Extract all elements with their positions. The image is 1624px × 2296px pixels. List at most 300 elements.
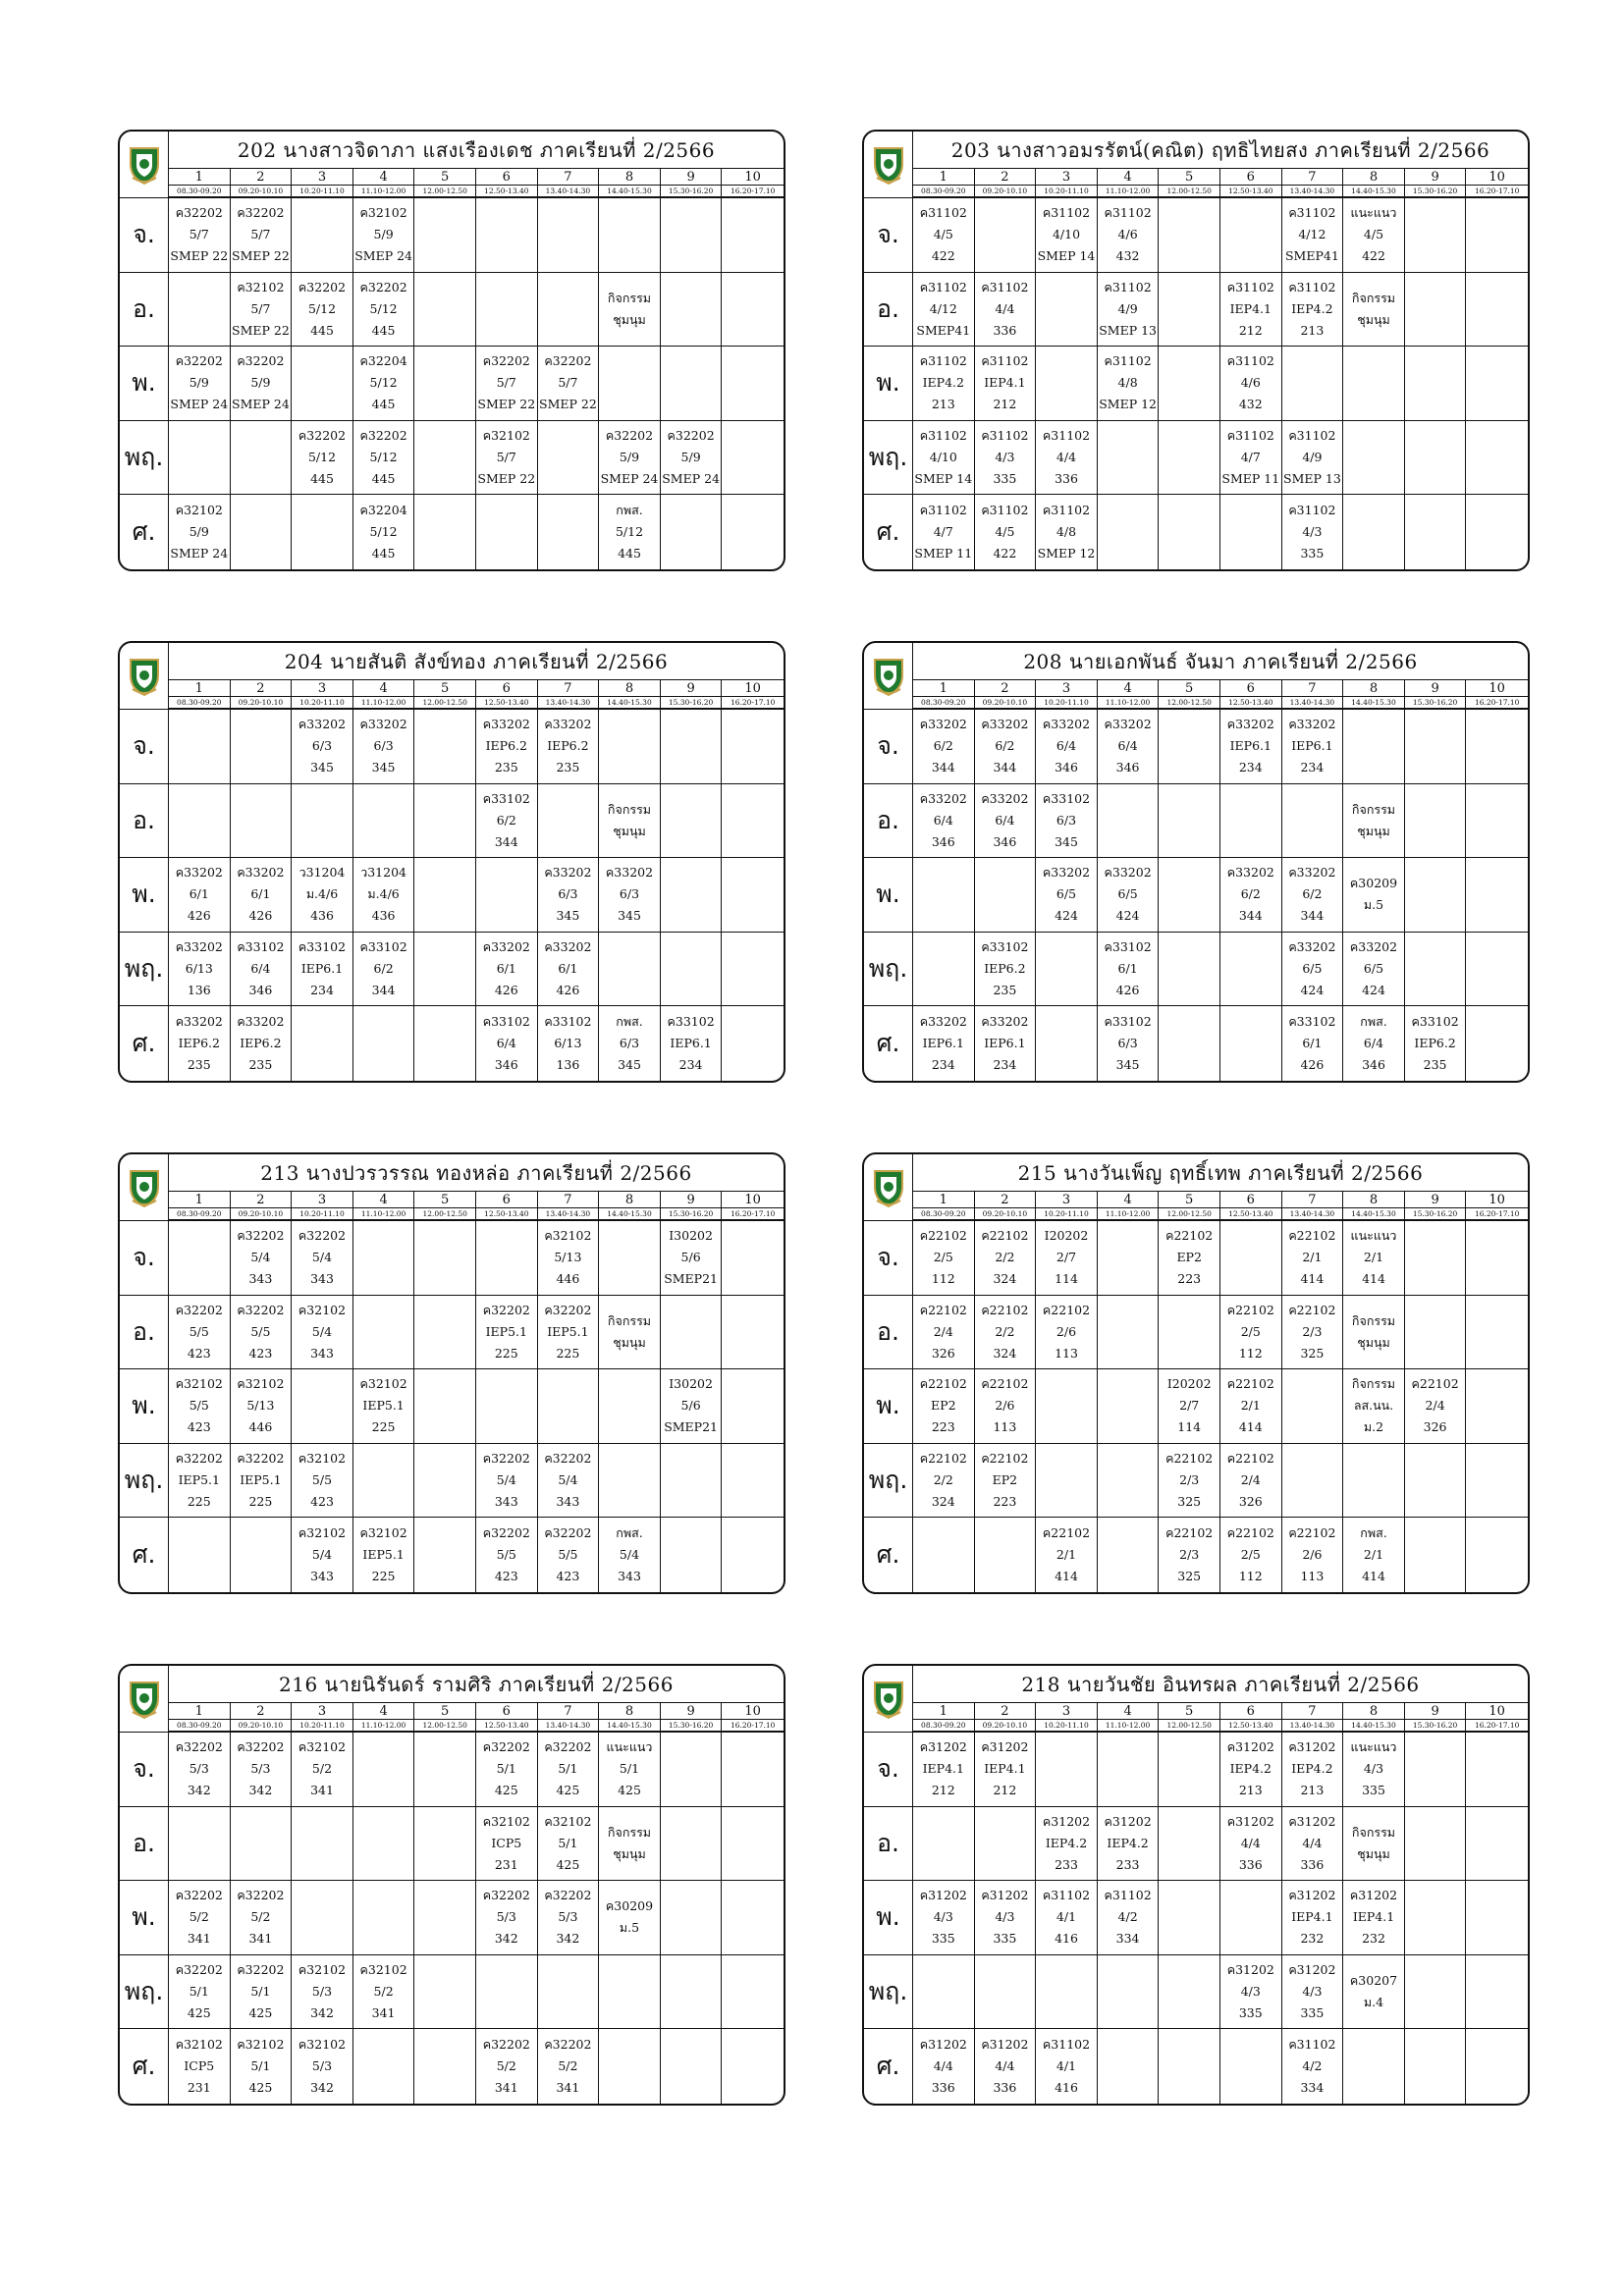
schedule-cell — [476, 421, 538, 496]
cell-line: กิจกรรม — [607, 801, 652, 817]
schedule-cell — [231, 347, 293, 421]
cell-line: ค31102 — [1288, 205, 1336, 221]
period-time: 15.30-16.20 — [1405, 1208, 1467, 1221]
schedule-cell — [1343, 495, 1405, 569]
period-number: 2 — [975, 1192, 1037, 1208]
period-time: 08.30-09.20 — [913, 186, 975, 198]
schedule-cell — [292, 1369, 353, 1444]
cell-line: ค33202 — [1104, 865, 1152, 881]
cell-line: ค22102 — [1288, 1228, 1336, 1244]
cell-line: ค32202 — [175, 205, 223, 221]
schedule-cell — [476, 1296, 538, 1370]
cell-line: 4/4 — [995, 2058, 1015, 2074]
cell-line: ค31102 — [1288, 428, 1336, 444]
cell-line: ค31102 — [919, 428, 967, 444]
schedule-cell — [1036, 1955, 1098, 2030]
schedule-cell — [1282, 1955, 1344, 2030]
cell-line: ค32202 — [298, 1228, 347, 1244]
schedule-cell — [1343, 1955, 1405, 2030]
period-number: 3 — [1036, 680, 1098, 697]
schedule-cell — [169, 273, 231, 347]
schedule-cell — [231, 1807, 293, 1882]
cell-line: 225 — [556, 1345, 580, 1361]
schedule-cell — [1466, 858, 1528, 933]
cell-line: 234 — [678, 1057, 703, 1073]
cell-line: ค31202 — [919, 1739, 967, 1755]
schedule-cell — [975, 421, 1037, 496]
period-number: 3 — [1036, 1192, 1098, 1208]
cell-line: 6/2 — [1302, 886, 1323, 902]
schedule-cell — [231, 1006, 293, 1081]
cell-line: 336 — [993, 322, 1017, 338]
cell-line: ค31102 — [919, 279, 967, 294]
cell-line: IEP6.2 — [178, 1036, 220, 1051]
cell-line: SMEP 11 — [914, 546, 973, 561]
day-label: จ. — [864, 710, 913, 784]
schedule-cell — [1466, 1221, 1528, 1296]
day-label: จ. — [864, 1221, 913, 1296]
cell-line: ชุมนุม — [613, 311, 646, 327]
cell-line: ค33202 — [981, 790, 1029, 806]
schedule-cell — [1159, 1369, 1220, 1444]
cell-line: 425 — [556, 1856, 580, 1872]
schedule-cell — [722, 710, 784, 784]
cell-line: 342 — [310, 2005, 334, 2021]
cell-line: ค32202 — [298, 279, 347, 294]
cell-line: ชุมนุม — [613, 1334, 646, 1350]
cell-line: 446 — [556, 1271, 580, 1287]
schedule-cell — [538, 1518, 600, 1592]
cell-line: 423 — [187, 1419, 211, 1435]
schedule-cell — [1343, 710, 1405, 784]
timetable-grid — [120, 1154, 784, 1592]
schedule-cell — [353, 1733, 415, 1807]
cell-line: 5/13 — [246, 1398, 275, 1414]
cell-line: 341 — [494, 2080, 518, 2096]
cell-line: 5/9 — [189, 375, 209, 391]
schedule-cell — [538, 1444, 600, 1519]
cell-line: ค31202 — [919, 2037, 967, 2053]
cell-line: 5/1 — [496, 1761, 516, 1777]
cell-line: 4/10 — [929, 450, 957, 465]
cell-line: ค31102 — [919, 205, 967, 221]
school-crest-icon — [127, 1167, 162, 1208]
period-time: 10.20-11.10 — [1036, 186, 1098, 198]
cell-line: 344 — [931, 760, 955, 775]
schedule-cell — [1405, 710, 1467, 784]
cell-line: 4/9 — [1117, 300, 1138, 316]
schedule-cell — [476, 347, 538, 421]
schedule-cell — [913, 1807, 975, 1882]
schedule-cell — [913, 784, 975, 859]
period-time: 13.40-14.30 — [1282, 697, 1344, 710]
schedule-cell — [1159, 1881, 1220, 1955]
cell-line: 213 — [1238, 1783, 1263, 1798]
period-time: 16.20-17.10 — [722, 697, 784, 710]
cell-line: ค31202 — [1288, 1739, 1336, 1755]
cell-line: ค33102 — [1104, 939, 1152, 955]
cell-line: 445 — [371, 546, 396, 561]
schedule-cell — [353, 2029, 415, 2104]
schedule-cell — [1343, 1369, 1405, 1444]
cell-line: ค32102 — [298, 1962, 347, 1978]
cell-line: 235 — [494, 760, 518, 775]
schedule-cell — [599, 1296, 661, 1370]
period-time: 14.40-15.30 — [1343, 697, 1405, 710]
cell-line: 326 — [1423, 1419, 1447, 1435]
cell-line: 344 — [993, 760, 1017, 775]
cell-line: 2/2 — [995, 1250, 1015, 1265]
cell-line: 425 — [494, 1783, 518, 1798]
period-number: 4 — [1098, 680, 1160, 697]
schedule-cell — [599, 1006, 661, 1081]
cell-line: 2/1 — [1240, 1398, 1261, 1414]
cell-line: ค30209 — [605, 1898, 654, 1914]
day-label: จ. — [120, 1733, 169, 1807]
day-label: จ. — [864, 1733, 913, 1807]
cell-line: ค33102 — [237, 939, 285, 955]
schedule-cell — [1405, 1807, 1467, 1882]
cell-line: SMEP 24 — [170, 546, 229, 561]
schedule-cell — [1466, 1955, 1528, 2030]
schedule-cell — [292, 273, 353, 347]
schedule-cell — [1159, 1733, 1220, 1807]
cell-line: 335 — [931, 1931, 955, 1947]
cell-line: ค32102 — [237, 2037, 285, 2053]
cell-line: 414 — [1300, 1271, 1325, 1287]
cell-line: 446 — [248, 1419, 273, 1435]
period-time: 10.20-11.10 — [1036, 1208, 1098, 1221]
schedule-cell — [661, 1733, 723, 1807]
cell-line: SMEP 22 — [539, 397, 597, 412]
cell-line: 5/9 — [680, 450, 701, 465]
schedule-cell — [1036, 1296, 1098, 1370]
cell-line: 426 — [1115, 983, 1140, 998]
cell-line: 232 — [1300, 1931, 1325, 1947]
schedule-cell — [169, 1006, 231, 1081]
cell-line: 343 — [556, 1494, 580, 1510]
schedule-cell — [913, 1733, 975, 1807]
timetable-title: 208 นายเอกพันธ์ จันมา ภาคเรียนที่ 2/2566 — [913, 643, 1528, 680]
cell-line: ค22102 — [1226, 1302, 1274, 1317]
schedule-cell — [476, 1369, 538, 1444]
cell-line: SMEP 14 — [914, 471, 973, 487]
cell-line: ค32102 — [544, 1813, 592, 1829]
schedule-cell — [1282, 710, 1344, 784]
schedule-cell — [353, 1006, 415, 1081]
school-crest-icon — [871, 1679, 906, 1720]
schedule-cell — [599, 710, 661, 784]
cell-line: 6/4 — [496, 1036, 516, 1051]
schedule-cell — [1343, 1221, 1405, 1296]
schedule-cell — [1036, 1369, 1098, 1444]
period-time: 12.50-13.40 — [476, 1720, 538, 1733]
schedule-cell — [169, 1444, 231, 1519]
cell-line: ค33102 — [1288, 1014, 1336, 1030]
period-time: 08.30-09.20 — [169, 1720, 231, 1733]
schedule-cell — [1159, 933, 1220, 1007]
timetable-title: 218 นายวันชัย อินทรผล ภาคเรียนที่ 2/2566 — [913, 1666, 1528, 1703]
schedule-cell — [913, 421, 975, 496]
schedule-cell — [292, 1296, 353, 1370]
schedule-cell — [476, 1221, 538, 1296]
schedule-cell — [722, 495, 784, 569]
cell-line: 5/7 — [250, 227, 271, 242]
cell-line: ค31102 — [1104, 353, 1152, 369]
schedule-cell — [722, 273, 784, 347]
period-time: 14.40-15.30 — [599, 186, 661, 198]
schedule-cell — [353, 784, 415, 859]
schedule-cell — [1098, 784, 1160, 859]
period-time: 09.20-10.10 — [975, 186, 1037, 198]
cell-line: ค33202 — [1042, 717, 1091, 732]
cell-line: 4/12 — [1298, 227, 1326, 242]
cell-line: 112 — [1238, 1569, 1263, 1584]
school-logo — [864, 1154, 913, 1221]
cell-line: 5/3 — [496, 1909, 516, 1925]
cell-line: ชุมนุม — [613, 823, 646, 838]
schedule-cell — [975, 495, 1037, 569]
schedule-cell — [1343, 1881, 1405, 1955]
schedule-cell — [1098, 273, 1160, 347]
period-time: 12.00-12.50 — [1159, 1720, 1220, 1733]
cell-line: 2/1 — [1302, 1250, 1323, 1265]
cell-line: 4/8 — [1056, 524, 1077, 540]
cell-line: ค32202 — [482, 1302, 530, 1317]
schedule-cell — [1220, 933, 1282, 1007]
cell-line: ค32204 — [359, 503, 407, 518]
schedule-cell — [1343, 421, 1405, 496]
schedule-cell — [414, 1881, 476, 1955]
schedule-cell — [913, 273, 975, 347]
cell-line: 4/5 — [1363, 227, 1384, 242]
schedule-cell — [538, 495, 600, 569]
schedule-cell — [1282, 784, 1344, 859]
cell-line: SMEP41 — [916, 322, 971, 338]
day-label: อ. — [120, 1807, 169, 1882]
period-number: 10 — [1466, 680, 1528, 697]
cell-line: ค33202 — [1226, 865, 1274, 881]
schedule-cell — [913, 1955, 975, 2030]
cell-line: 212 — [993, 1783, 1017, 1798]
cell-line: ค31202 — [1104, 1813, 1152, 1829]
cell-line: 324 — [993, 1345, 1017, 1361]
schedule-cell — [1405, 1006, 1467, 1081]
cell-line: EP2 — [992, 1472, 1018, 1488]
cell-line: ค32102 — [359, 1525, 407, 1541]
period-number: 10 — [1466, 169, 1528, 186]
cell-line: 335 — [993, 1931, 1017, 1947]
teacher-timetable — [118, 1664, 785, 2106]
schedule-cell — [1159, 347, 1220, 421]
schedule-cell — [292, 1444, 353, 1519]
cell-line: ICP5 — [184, 2058, 215, 2074]
schedule-cell — [292, 1733, 353, 1807]
period-number: 9 — [661, 1703, 723, 1720]
schedule-cell — [975, 1006, 1037, 1081]
cell-line: 212 — [993, 397, 1017, 412]
cell-line: 4/5 — [933, 227, 953, 242]
schedule-cell — [476, 710, 538, 784]
period-time: 16.20-17.10 — [722, 1720, 784, 1733]
cell-line: 4/1 — [1056, 2058, 1077, 2074]
period-time: 08.30-09.20 — [169, 697, 231, 710]
schedule-cell — [231, 1518, 293, 1592]
schedule-cell — [975, 2029, 1037, 2104]
cell-line: 346 — [931, 833, 955, 849]
schedule-cell — [414, 2029, 476, 2104]
cell-line: 4/8 — [1117, 375, 1138, 391]
schedule-cell — [599, 421, 661, 496]
cell-line: 6/4 — [1363, 1036, 1384, 1051]
cell-line: 416 — [1055, 1931, 1078, 1947]
schedule-cell — [1466, 1006, 1528, 1081]
cell-line: 425 — [248, 2005, 273, 2021]
cell-line: ค22102 — [919, 1228, 967, 1244]
schedule-cell — [1405, 495, 1467, 569]
period-time: 12.50-13.40 — [1220, 186, 1282, 198]
cell-line: ม.5 — [1363, 897, 1384, 913]
schedule-cell — [913, 495, 975, 569]
schedule-cell — [1282, 858, 1344, 933]
cell-line: IEP6.1 — [670, 1036, 712, 1051]
period-time: 09.20-10.10 — [231, 1208, 293, 1221]
cell-line: 4/7 — [1240, 450, 1261, 465]
cell-line: ค32202 — [175, 1302, 223, 1317]
cell-line: 436 — [310, 908, 334, 924]
timetable-grid — [864, 643, 1528, 1081]
cell-line: 5/4 — [311, 1323, 333, 1339]
schedule-cell — [1405, 198, 1467, 273]
cell-line: IEP5.1 — [362, 1398, 405, 1414]
teacher-timetable — [118, 130, 785, 571]
cell-line: 424 — [1300, 983, 1325, 998]
cell-line: 5/5 — [189, 1398, 209, 1414]
schedule-cell — [414, 1296, 476, 1370]
schedule-cell — [1405, 1221, 1467, 1296]
cell-line: 225 — [248, 1494, 273, 1510]
cell-line: 445 — [310, 471, 334, 487]
cell-line: ค22102 — [1165, 1451, 1214, 1467]
schedule-cell — [1282, 1733, 1344, 1807]
schedule-cell — [913, 1518, 975, 1592]
schedule-cell — [353, 198, 415, 273]
cell-line: 112 — [931, 1271, 955, 1287]
schedule-cell — [538, 1881, 600, 1955]
cell-line: ค22102 — [1165, 1228, 1214, 1244]
schedule-cell — [599, 933, 661, 1007]
day-label: จ. — [120, 710, 169, 784]
period-time: 10.20-11.10 — [292, 186, 353, 198]
schedule-cell — [1282, 1881, 1344, 1955]
cell-line: 6/3 — [1117, 1036, 1138, 1051]
cell-line: ค31102 — [1104, 205, 1152, 221]
schedule-cell — [1343, 858, 1405, 933]
cell-line: 5/9 — [619, 450, 640, 465]
cell-line: 414 — [1055, 1569, 1078, 1584]
schedule-cell — [1466, 1733, 1528, 1807]
cell-line: 6/4 — [1056, 738, 1077, 754]
cell-line: 445 — [618, 546, 641, 561]
cell-line: 4/3 — [933, 1909, 953, 1925]
cell-line: ค32202 — [175, 1962, 223, 1978]
schedule-cell — [414, 1369, 476, 1444]
cell-line: 6/5 — [1302, 961, 1323, 977]
cell-line: 5/12 — [369, 450, 398, 465]
cell-line: ค33202 — [544, 717, 592, 732]
schedule-cell — [1220, 421, 1282, 496]
schedule-cell — [231, 495, 293, 569]
period-number: 6 — [1220, 1192, 1282, 1208]
day-label: ศ. — [864, 1518, 913, 1592]
schedule-cell — [1343, 1296, 1405, 1370]
cell-line: 112 — [1238, 1345, 1263, 1361]
schedule-cell — [231, 933, 293, 1007]
cell-line: ค32102 — [237, 279, 285, 294]
cell-line: I30202 — [669, 1376, 713, 1392]
cell-line: 325 — [1177, 1494, 1202, 1510]
cell-line: 2/5 — [1240, 1323, 1261, 1339]
cell-line: I20202 — [1044, 1228, 1089, 1244]
schedule-cell — [1220, 198, 1282, 273]
schedule-cell — [538, 1807, 600, 1882]
schedule-cell — [231, 1296, 293, 1370]
period-time: 14.40-15.30 — [599, 1208, 661, 1221]
cell-line: ค33202 — [1349, 939, 1398, 955]
cell-line: 5/3 — [250, 1761, 271, 1777]
cell-line: 324 — [931, 1494, 955, 1510]
period-time: 12.00-12.50 — [1159, 1208, 1220, 1221]
cell-line: 342 — [187, 1783, 211, 1798]
cell-line: ค32202 — [175, 1739, 223, 1755]
cell-line: ค31102 — [1042, 1888, 1091, 1903]
period-number: 1 — [169, 169, 231, 186]
schedule-cell — [975, 1221, 1037, 1296]
period-time: 16.20-17.10 — [1466, 1720, 1528, 1733]
cell-line: ค32102 — [359, 1962, 407, 1978]
cell-line: 343 — [494, 1494, 518, 1510]
period-number: 7 — [538, 169, 600, 186]
period-time: 11.10-12.00 — [1098, 1720, 1160, 1733]
period-time: 11.10-12.00 — [353, 1208, 415, 1221]
cell-line: ค31202 — [981, 2037, 1029, 2053]
schedule-cell — [1036, 710, 1098, 784]
period-number: 8 — [599, 1192, 661, 1208]
cell-line: 5/4 — [558, 1472, 578, 1488]
schedule-cell — [913, 933, 975, 1007]
cell-line: 341 — [556, 2080, 580, 2096]
day-label: อ. — [864, 273, 913, 347]
cell-line: ค32202 — [237, 1739, 285, 1755]
cell-line: 6/1 — [1117, 961, 1138, 977]
cell-line: 5/4 — [496, 1472, 516, 1488]
cell-line: ค32202 — [482, 2037, 530, 2053]
period-number: 8 — [599, 169, 661, 186]
cell-line: ค33202 — [544, 865, 592, 881]
timetable-title: 216 นายนิรันดร์ รามศิริ ภาคเรียนที่ 2/2566 — [169, 1666, 784, 1703]
schedule-cell — [1343, 347, 1405, 421]
schedule-cell — [1466, 273, 1528, 347]
schedule-cell — [353, 273, 415, 347]
cell-line: 5/2 — [496, 2058, 516, 2074]
schedule-cell — [1159, 421, 1220, 496]
cell-line: ค32202 — [482, 353, 530, 369]
period-time: 09.20-10.10 — [975, 1208, 1037, 1221]
cell-line: ค32202 — [175, 1451, 223, 1467]
schedule-cell — [913, 2029, 975, 2104]
timetable-grid — [864, 132, 1528, 569]
cell-line: ค33202 — [1104, 717, 1152, 732]
